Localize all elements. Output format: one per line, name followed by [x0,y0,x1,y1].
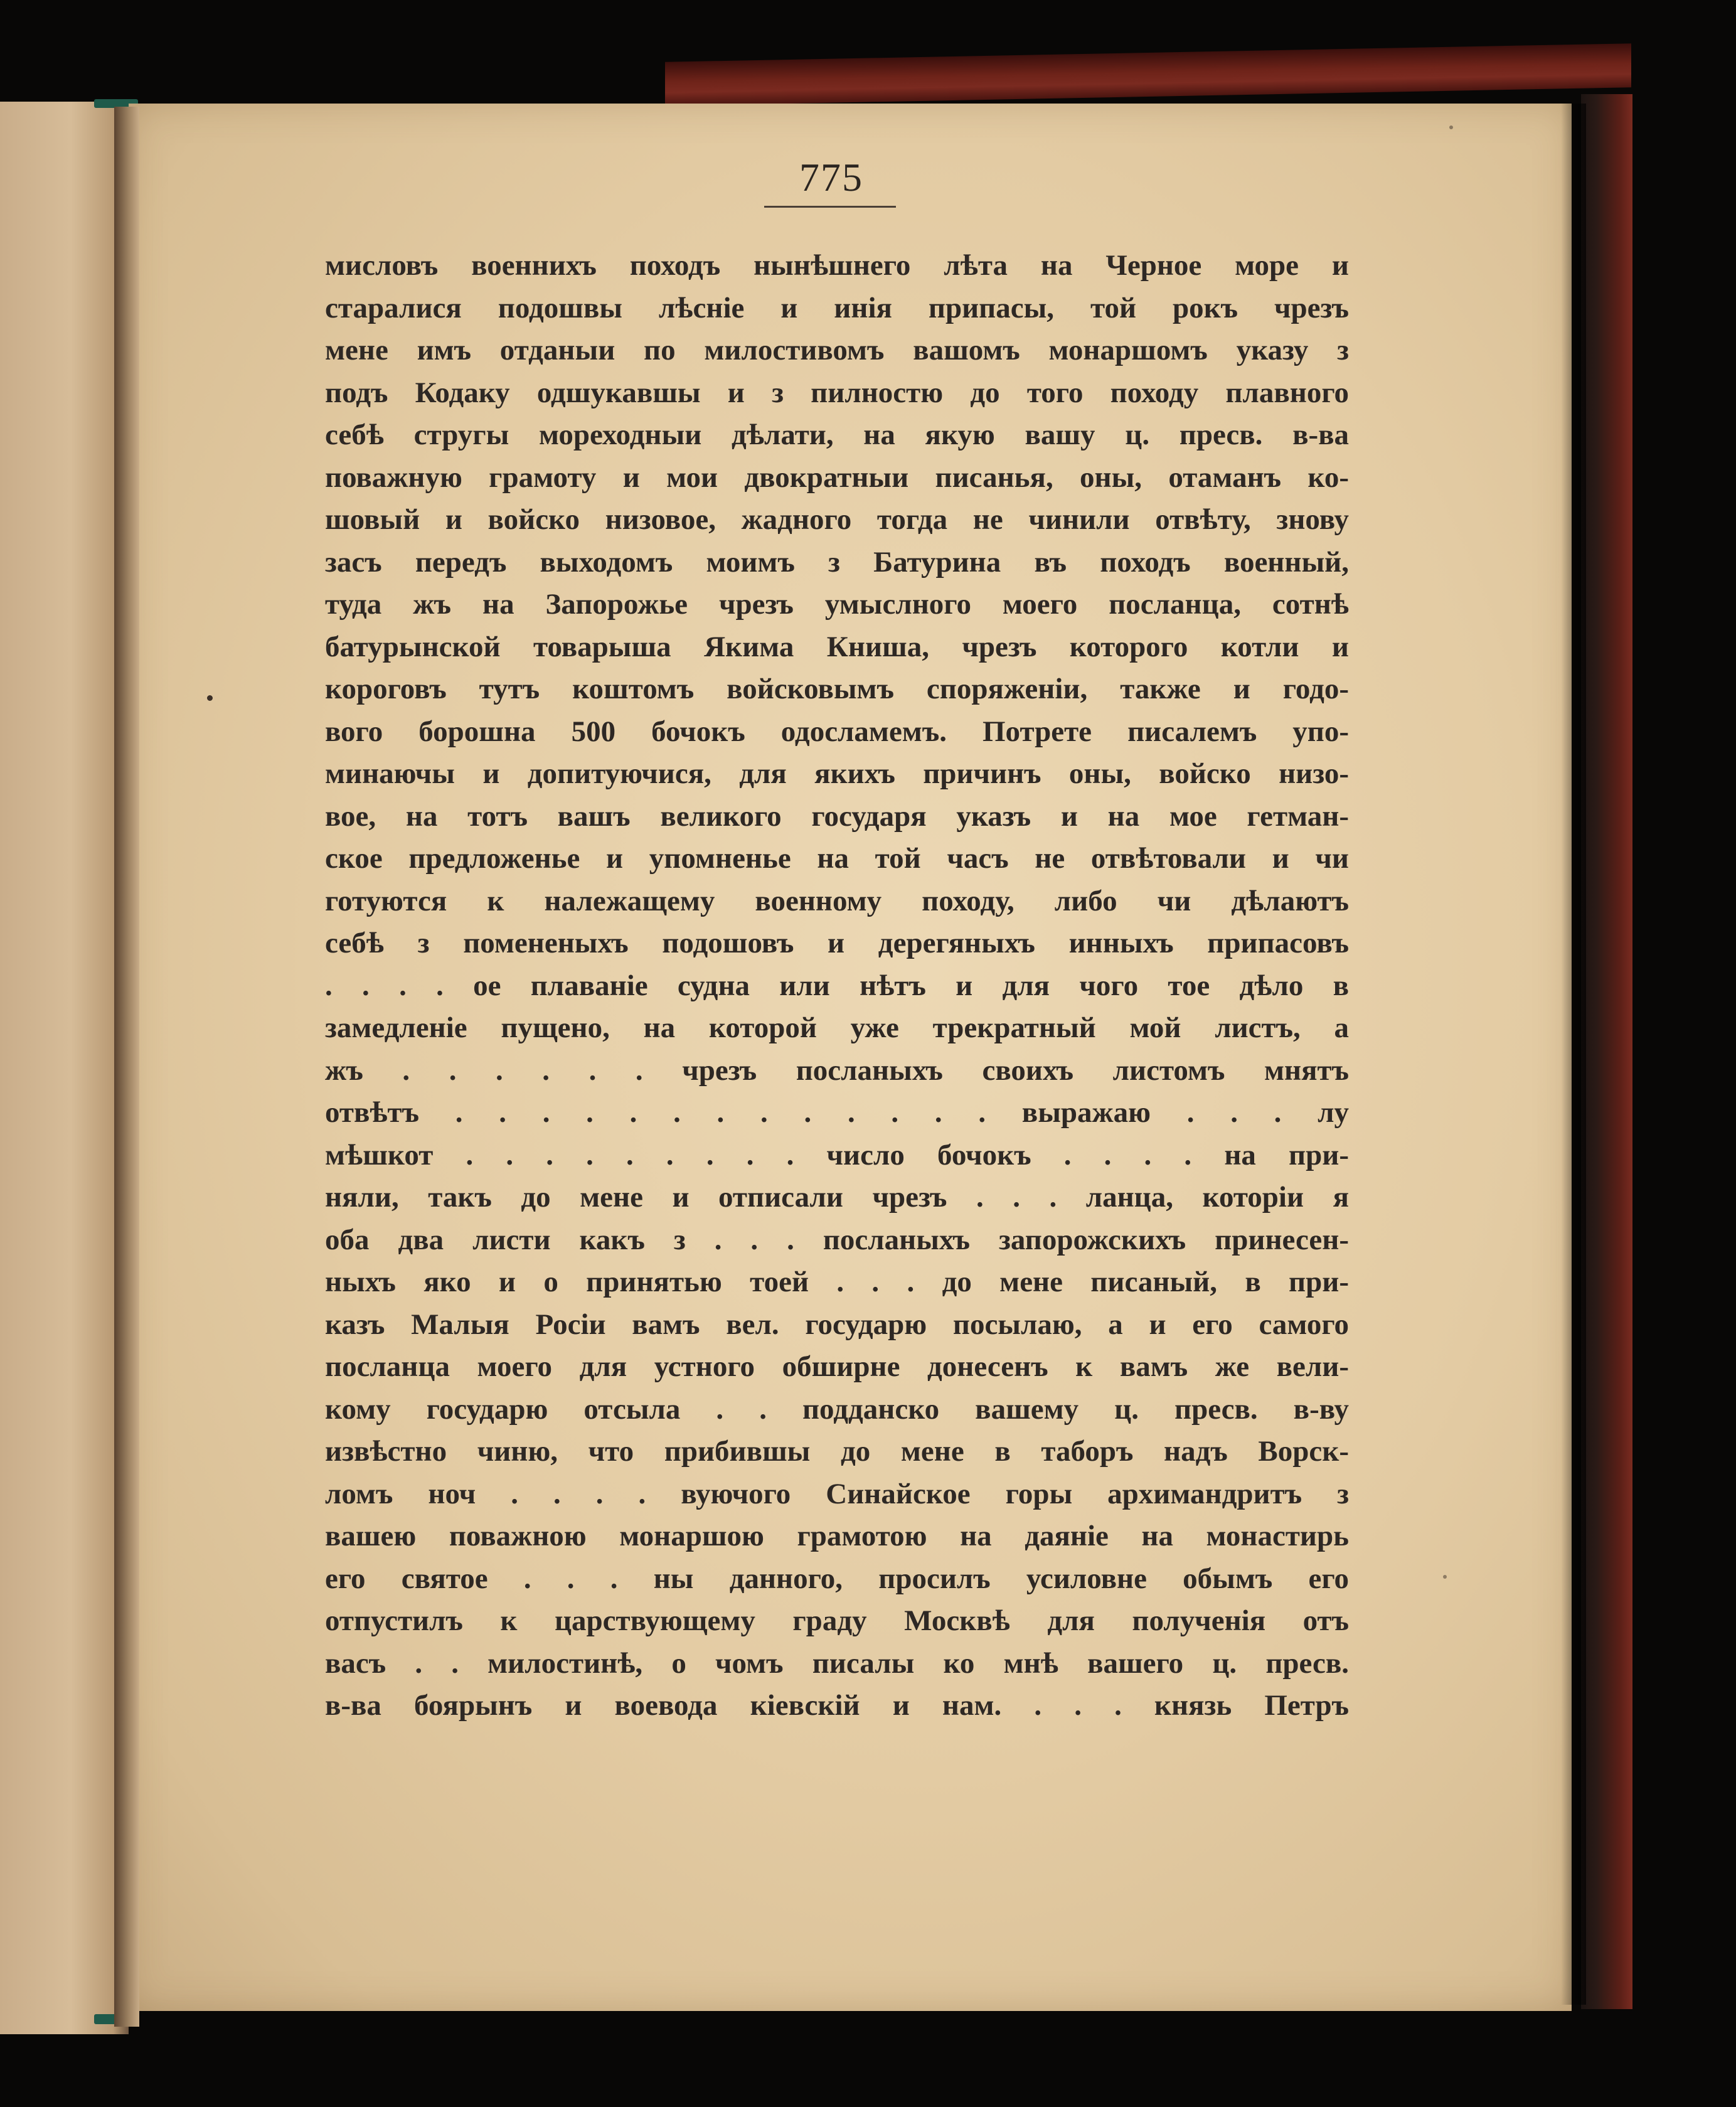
text-line: себѣ стругы мореходныи дѣлати, на якую вашу ц. пресв. в-ва [325,419,1349,451]
text-line: вого борошна 500 бочокъ одосламемъ. Потрете писалемъ упо- [325,715,1349,748]
page-body-text [325,245,1349,1727]
text-line: оба два листи какъ з . . . посланыхъ запорожскихъ принесен- [325,1223,1349,1256]
text-line: ское предложенье и упомненье на той часъ не отвѣтовали и чи [325,842,1349,875]
text-line: старалися подошвы лѣсніе и инія припасы, той рокъ чрезъ [325,291,1349,324]
text-line: няли, такъ до мене и отписали чрезъ . . . ланца, которіи я [325,1181,1349,1214]
text-line: вашею поважною монаршою грамотою на даяніе на монастирь [325,1520,1349,1552]
text-line: мене имъ отданыи по милостивомъ вашомъ монаршомъ указу з [325,334,1349,366]
text-line: жъ . . . . . . чрезъ посланыхъ своихъ листомъ мнятъ [325,1054,1349,1087]
text-line: засъ передъ выходомъ моимъ з Батурина въ походъ военный, [325,545,1349,579]
text-line: кому государю отсыла . . подданско вашему ц. пресв. в-ву [325,1392,1349,1426]
text-line: себѣ з помененыхъ подошовъ и дерегяныхъ инныхъ припасовъ [325,927,1349,959]
page-number-rule [764,206,896,208]
paper-speck [1449,125,1453,129]
text-line: подъ Кодаку одшукавшы и з пилностю до того походу плавного [325,376,1349,409]
paper-speck [207,695,213,701]
book-cover-top-edge [665,43,1631,106]
text-line: шовый и войско низовое, жадного тогда не чинили отвѣту, знову [325,503,1349,536]
page-number: 775 [799,155,863,200]
text-line: ломъ ноч . . . . вуючого Синайское горы архимандритъ з [325,1477,1349,1510]
text-line: замедленіе пущено, на которой уже трекратный мой листъ, а [325,1011,1349,1044]
page-edge-shadow [1561,104,1586,2005]
text-line: туда жъ на Запорожье чрезъ умыслного моего посланца, сотнѣ [325,588,1349,621]
text-line: . . . . ое плаваніе судна или нѣтъ и для чого тое дѣло в [325,969,1349,1002]
text-line: извѣстно чиню, что прибившы до мене в таборъ надъ Ворск- [325,1435,1349,1468]
text-line: отпустилъ к царствующему граду Москвѣ для полученія отъ [325,1604,1349,1637]
text-line: батурынской товарыша Якима Книша, чрезъ которого котли и [325,630,1349,663]
text-line: минаючы и допитуючися, для якихъ причинъ оны, войско низо- [325,757,1349,790]
text-line: поважную грамоту и мои двократныи писанья, оны, отаманъ ко- [325,461,1349,494]
text-line: его святое . . . ны данного, просилъ усиловне обымъ его [325,1562,1349,1595]
text-line: в-ва боярынъ и воевода кіевскій и нам. . . . князь Петръ [325,1689,1349,1722]
text-line: васъ . . милостинѣ, о чомъ писалы ко мнѣ вашего ц. пресв. [325,1646,1349,1680]
book-cover-side-edge [1581,94,1632,2009]
text-line: готуются к належащему военному походу, либо чи дѣлаютъ [325,884,1349,917]
text-line: вое, на тотъ вашъ великого государя указъ и на мое гетман- [325,799,1349,833]
text-line: отвѣтъ . . . . . . . . . . . . . выражаю . . . лу [325,1096,1349,1129]
left-page-edge [0,102,129,2034]
text-line: казъ Малыя Росіи вамъ вел. государю посылаю, а и его самого [325,1308,1349,1341]
text-line: короговъ тутъ коштомъ войсковымъ споряженіи, также и годо- [325,673,1349,705]
book-gutter [114,107,139,2027]
text-line: мисловъ военнихъ походъ нынѣшнего лѣта на Черное море и [325,249,1349,282]
paper-speck [1443,1575,1447,1579]
text-line: мѣшкот . . . . . . . . . число бочокъ . . . . на при- [325,1138,1349,1171]
text-line: ныхъ яко и о принятью тоей . . . до мене писаный, в при- [325,1266,1349,1298]
text-line: посланца моего для устного обширне донесенъ к вамъ же вели- [325,1350,1349,1383]
